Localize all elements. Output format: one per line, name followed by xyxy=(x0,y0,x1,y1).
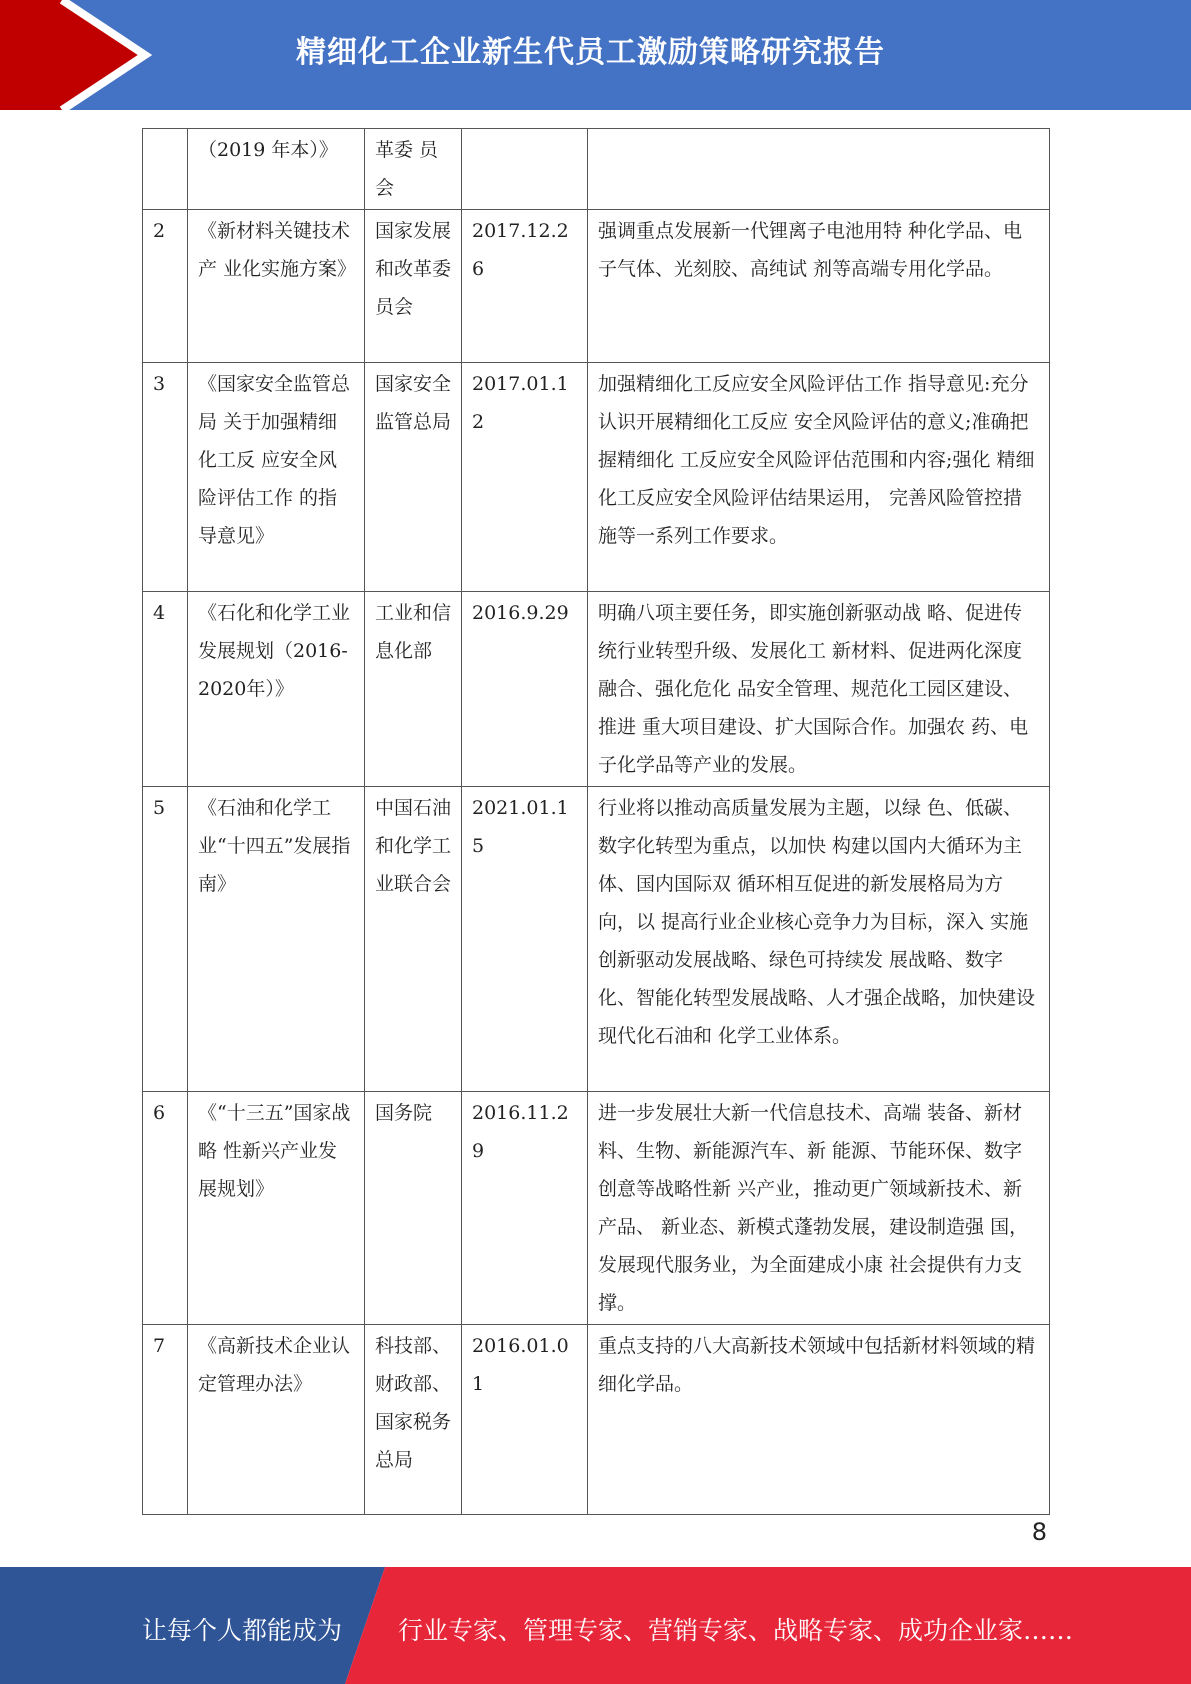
policy-description: 进一步发展壮大新一代信息技术、高端 装备、新材料、生物、新能源汽车、新 能源、节能环保、数字创意等战略性新 兴产业，推动更广领域新技术、新产品、 新业态、新模式蓬勃发展，建设制造强 国，发展现代服务业，为全面建成小康 社会提供有力支撑。 xyxy=(588,1092,1050,1325)
page-header xyxy=(0,0,1191,110)
table-row xyxy=(143,363,1050,592)
row-number: 4 xyxy=(143,592,188,787)
issuing-org: 国务院 xyxy=(365,1092,462,1325)
issue-date: 2017.01.12 xyxy=(462,363,588,592)
table-row xyxy=(143,210,1050,363)
policy-description xyxy=(588,129,1050,210)
table-row xyxy=(143,592,1050,787)
issuing-org: 工业和信息化部 xyxy=(365,592,462,787)
policy-name: 《国家安全监管总局 关于加强精细化工反 应安全风险评估工作 的指导意见》 xyxy=(188,363,365,592)
row-number: 7 xyxy=(143,1325,188,1515)
policy-description: 强调重点发展新一代锂离子电池用特 种化学品、电子气体、光刻胶、高纯试 剂等高端专用化学品。 xyxy=(588,210,1050,363)
issue-date: 2016.01.01 xyxy=(462,1325,588,1515)
issue-date: 2016.11.29 xyxy=(462,1092,588,1325)
policy-table xyxy=(142,128,1050,1515)
policy-description: 行业将以推动高质量发展为主题，以绿 色、低碳、数字化转型为重点，以加快 构建以国内大循环为主体、国内国际双 循环相互促进的新发展格局为方向，以 提高行业企业核心竞争力为目标，深入 实施创新驱动发展战略、绿色可持续发 展战略、数字化、智能化转型发展战略、人才强企战略，加快建设现代化石油和 化学工业体系。 xyxy=(588,787,1050,1092)
table-row xyxy=(143,129,1050,210)
footer-slogan-left: 让每个人都能成为 xyxy=(142,1616,343,1645)
table-row xyxy=(143,1325,1050,1515)
policy-name: （2019 年本）》 xyxy=(188,129,365,210)
issuing-org: 国家安全 监管总局 xyxy=(365,363,462,592)
report-title: 精细化工企业新生代员工激励策略研究报告 xyxy=(296,35,885,70)
page-number: 8 xyxy=(1031,1518,1047,1546)
row-number: 5 xyxy=(143,787,188,1092)
row-number: 2 xyxy=(143,210,188,363)
policy-name: 《高新技术企业认定管理办法》 xyxy=(188,1325,365,1515)
page-footer xyxy=(0,1567,1191,1684)
policy-name: 《石油和化学工业“十四五”发展指 南》 xyxy=(188,787,365,1092)
issuing-org: 革委 员会 xyxy=(365,129,462,210)
issue-date: 2017.12.26 xyxy=(462,210,588,363)
issue-date: 2021.01.15 xyxy=(462,787,588,1092)
policy-description: 明确八项主要任务，即实施创新驱动战 略、促进传统行业转型升级、发展化工 新材料、促进两化深度融合、强化危化 品安全管理、规范化工园区建设、推进 重大项目建设、扩大国际合作。加强农 药、电子化学品等产业的发展。 xyxy=(588,592,1050,787)
policy-name: 《新材料关键技术产 业化实施方案》 xyxy=(188,210,365,363)
table-row xyxy=(143,1092,1050,1325)
issuing-org: 中国石油 和化学工 业联合会 xyxy=(365,787,462,1092)
policy-name: 《“十三五”国家战略 性新兴产业发展规划》 xyxy=(188,1092,365,1325)
issue-date xyxy=(462,129,588,210)
policy-name: 《石化和化学工业发展规划（2016-2020年）》 xyxy=(188,592,365,787)
issuing-org: 科技部、财政部、国家税务 总局 xyxy=(365,1325,462,1515)
issue-date: 2016.9.29 xyxy=(462,592,588,787)
table-row xyxy=(143,787,1050,1092)
policy-description: 重点支持的八大高新技术领域中包括新材料领域的精细化学品。 xyxy=(588,1325,1050,1515)
policy-description: 加强精细化工反应安全风险评估工作 指导意见:充分认识开展精细化工反应 安全风险评估的意义;准确把握精细化 工反应安全风险评估范围和内容;强化 精细化工反应安全风险评估结果运用， 完善风险管控措施等一系列工作要求。 xyxy=(588,363,1050,592)
issuing-org: 国家发展 和改革委 员会 xyxy=(365,210,462,363)
row-number xyxy=(143,129,188,210)
row-number: 3 xyxy=(143,363,188,592)
row-number: 6 xyxy=(143,1092,188,1325)
footer-slogan-right: 行业专家、管理专家、营销专家、战略专家、成功企业家…… xyxy=(398,1616,1074,1645)
